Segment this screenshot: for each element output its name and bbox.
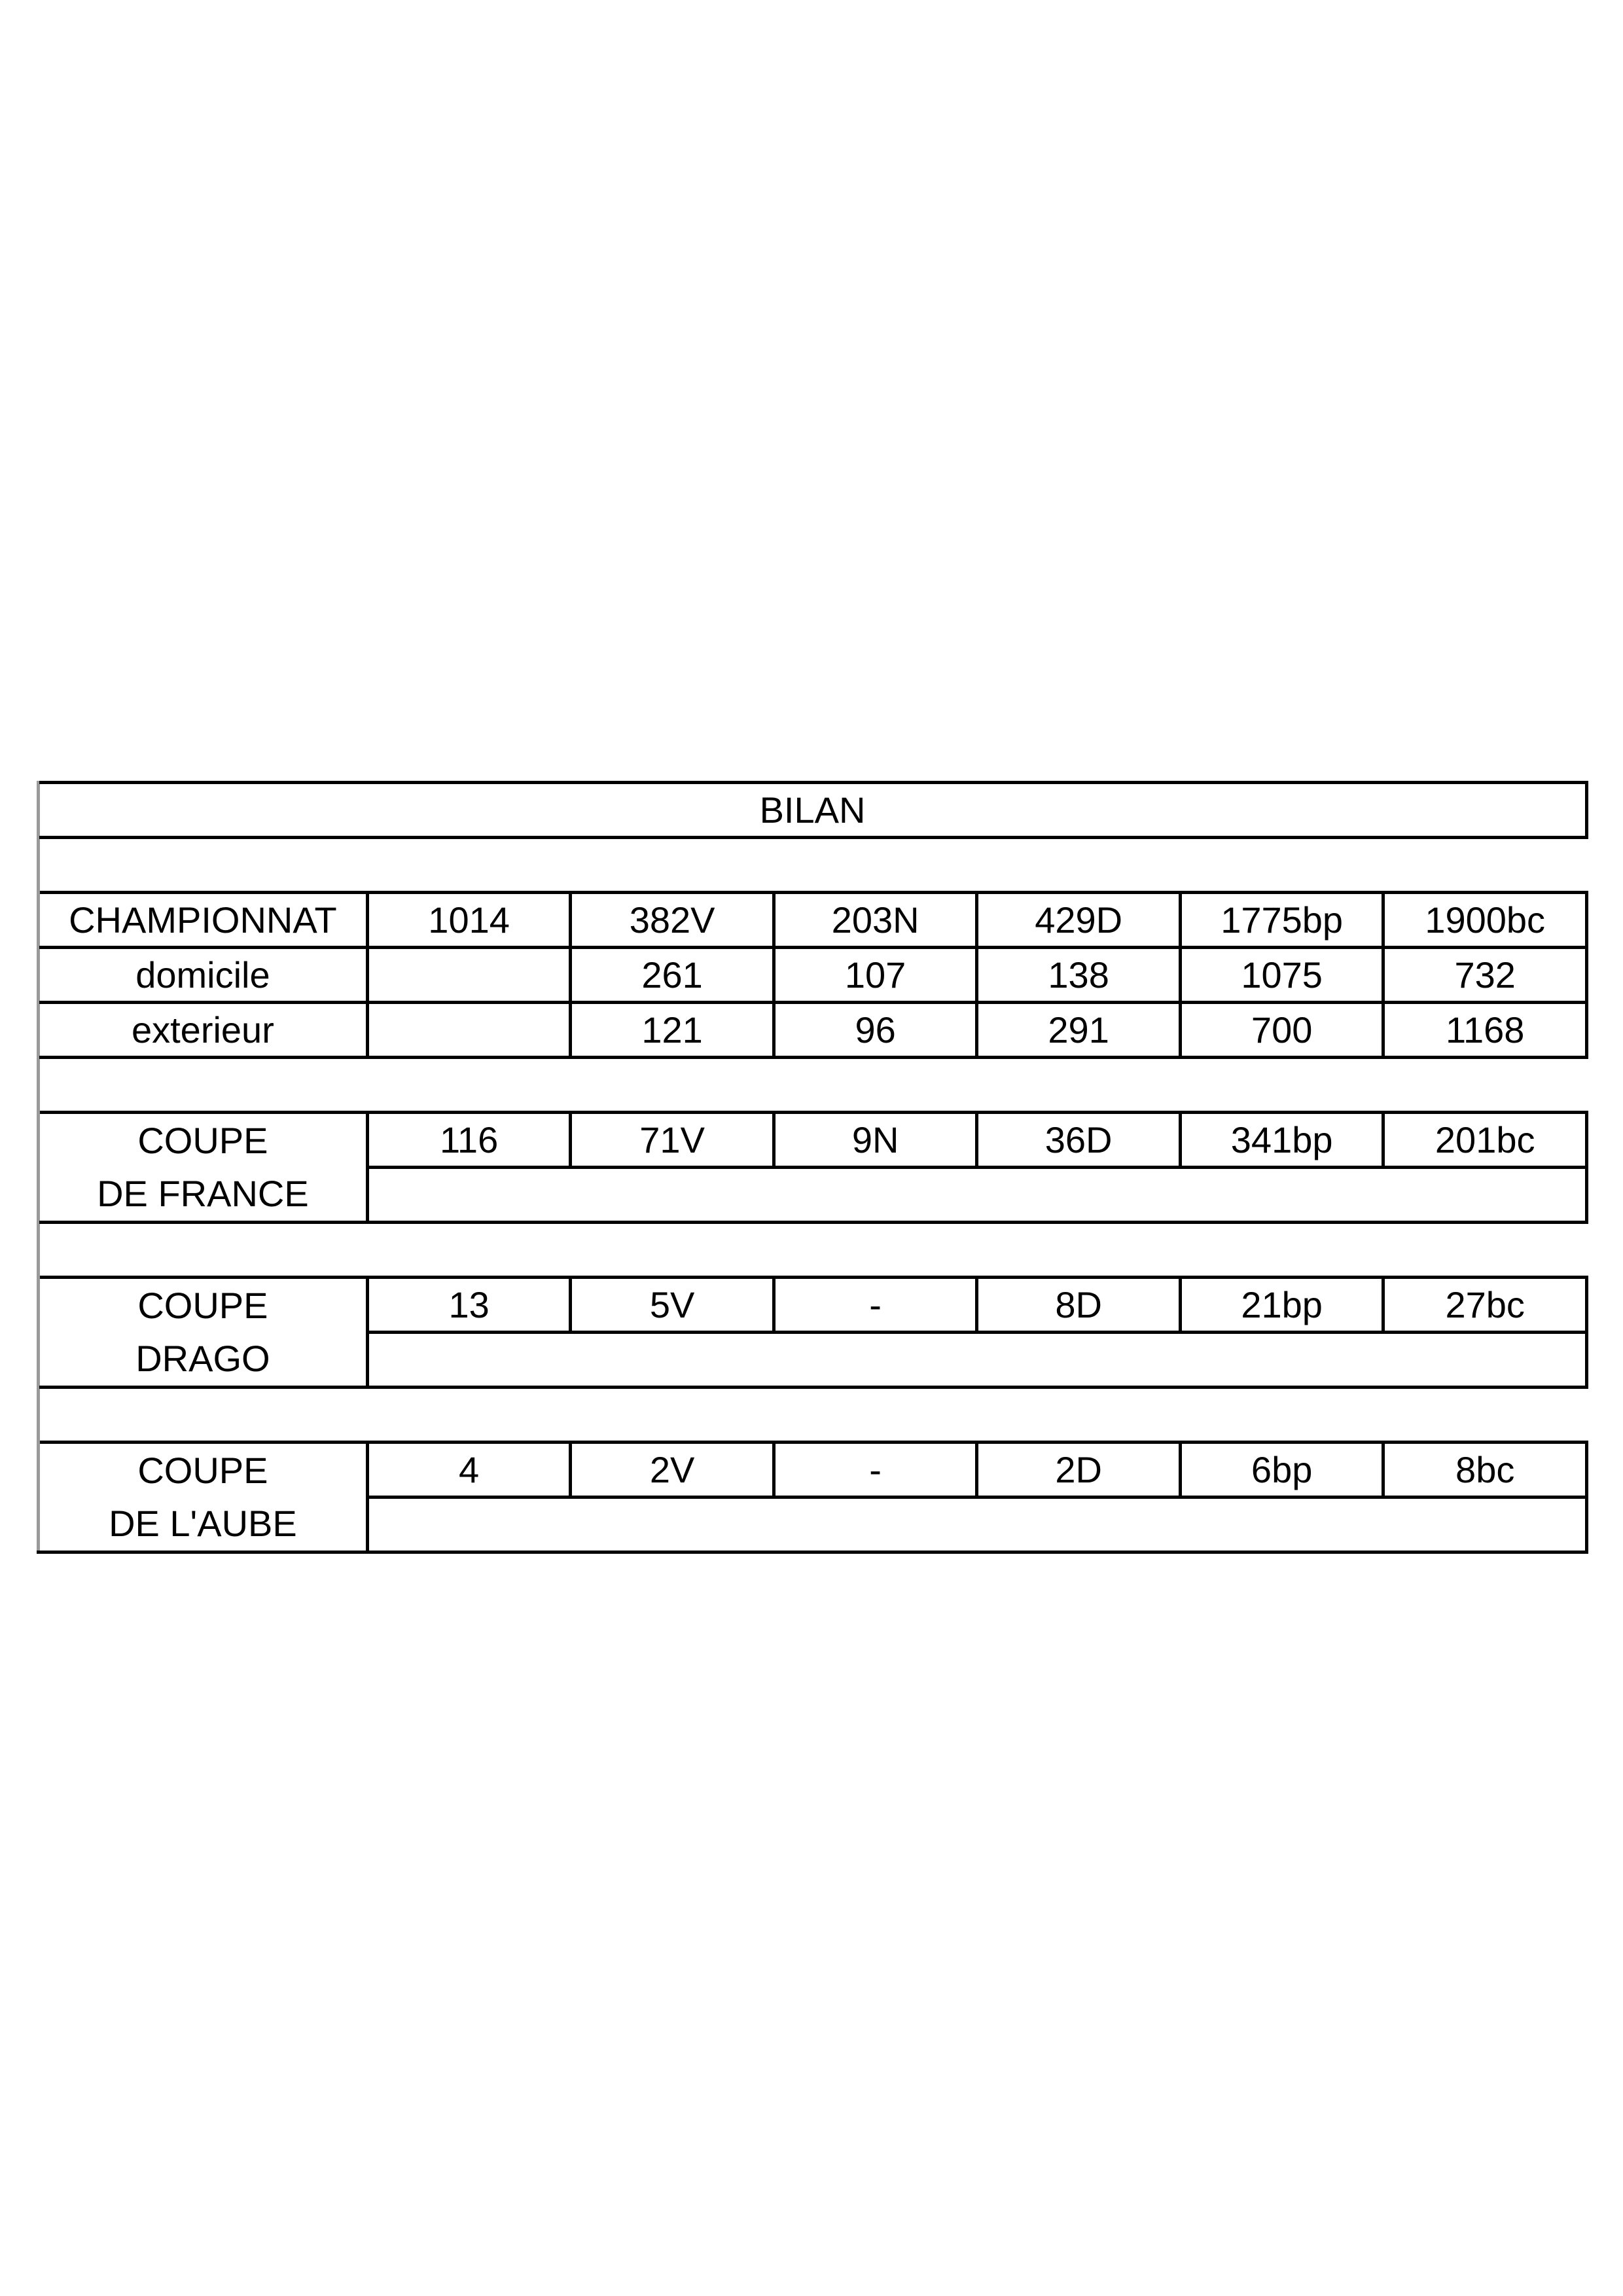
exterieur-row — [39, 1003, 1587, 1058]
spacer-cell — [39, 1058, 1587, 1113]
coupe-drago-row — [39, 1278, 1587, 1333]
exterieur-matches — [367, 1003, 571, 1058]
spacer-cell — [39, 838, 1587, 893]
domicile-wins: 261 — [571, 948, 774, 1003]
championnat-losses: 429D — [977, 893, 1181, 948]
exterieur-goals-against: 1168 — [1383, 1003, 1587, 1058]
coupe-de-l-aube-goals-for: 6bp — [1180, 1443, 1383, 1498]
spacer-row — [39, 1058, 1587, 1113]
championnat-draws: 203N — [774, 893, 977, 948]
championnat-wins: 382V — [571, 893, 774, 948]
coupe-de-l-aube-draws: - — [774, 1443, 977, 1498]
title-row — [39, 783, 1587, 838]
coupe-de-france-empty-cell — [367, 1168, 1586, 1223]
coupe-de-l-aube-losses: 2D — [977, 1443, 1181, 1498]
domicile-draws: 107 — [774, 948, 977, 1003]
coupe-de-france-label-line1: COUPE — [39, 1113, 368, 1168]
exterieur-goals-for: 700 — [1180, 1003, 1383, 1058]
domicile-matches — [367, 948, 571, 1003]
coupe-de-france-row-2 — [39, 1168, 1587, 1223]
coupe-drago-goals-against: 27bc — [1383, 1278, 1587, 1333]
bilan-table — [37, 781, 1588, 1554]
domicile-goals-for: 1075 — [1180, 948, 1383, 1003]
spacer-cell — [39, 1223, 1587, 1278]
table-title: BILAN — [39, 783, 1587, 838]
coupe-de-france-wins: 71V — [571, 1113, 774, 1168]
coupe-drago-empty-cell — [367, 1333, 1586, 1388]
coupe-drago-goals-for: 21bp — [1180, 1278, 1383, 1333]
coupe-de-l-aube-row — [39, 1443, 1587, 1498]
championnat-goals-for: 1775bp — [1180, 893, 1383, 948]
coupe-de-l-aube-goals-against: 8bc — [1383, 1443, 1587, 1498]
spacer-row — [39, 1388, 1587, 1443]
spacer-row — [39, 838, 1587, 893]
spacer-row — [39, 1223, 1587, 1278]
coupe-de-l-aube-wins: 2V — [571, 1443, 774, 1498]
left-border-rule — [37, 781, 39, 1516]
coupe-drago-draws: - — [774, 1278, 977, 1333]
coupe-de-france-label-line2: DE FRANCE — [39, 1168, 368, 1223]
coupe-drago-matches: 13 — [367, 1278, 571, 1333]
coupe-de-l-aube-label-line2: DE L'AUBE — [39, 1498, 368, 1552]
exterieur-losses: 291 — [977, 1003, 1181, 1058]
coupe-de-france-draws: 9N — [774, 1113, 977, 1168]
championnat-goals-against: 1900bc — [1383, 893, 1587, 948]
coupe-drago-wins: 5V — [571, 1278, 774, 1333]
domicile-label: domicile — [39, 948, 368, 1003]
coupe-de-france-goals-against: 201bc — [1383, 1113, 1587, 1168]
championnat-matches: 1014 — [367, 893, 571, 948]
coupe-drago-label-line2: DRAGO — [39, 1333, 368, 1388]
exterieur-draws: 96 — [774, 1003, 977, 1058]
spacer-cell — [39, 1388, 1587, 1443]
coupe-de-l-aube-matches: 4 — [367, 1443, 571, 1498]
domicile-losses: 138 — [977, 948, 1181, 1003]
championnat-row — [39, 893, 1587, 948]
domicile-goals-against: 732 — [1383, 948, 1587, 1003]
coupe-drago-row-2 — [39, 1333, 1587, 1388]
coupe-drago-label-line1: COUPE — [39, 1278, 368, 1333]
coupe-de-l-aube-empty-cell — [367, 1498, 1586, 1552]
coupe-de-l-aube-row-2 — [39, 1498, 1587, 1552]
exterieur-wins: 121 — [571, 1003, 774, 1058]
coupe-de-france-losses: 36D — [977, 1113, 1181, 1168]
coupe-de-l-aube-label-line1: COUPE — [39, 1443, 368, 1498]
coupe-de-france-row — [39, 1113, 1587, 1168]
coupe-de-france-matches: 116 — [367, 1113, 571, 1168]
exterieur-label: exterieur — [39, 1003, 368, 1058]
domicile-row — [39, 948, 1587, 1003]
coupe-drago-losses: 8D — [977, 1278, 1181, 1333]
championnat-label: CHAMPIONNAT — [39, 893, 368, 948]
coupe-de-france-goals-for: 341bp — [1180, 1113, 1383, 1168]
